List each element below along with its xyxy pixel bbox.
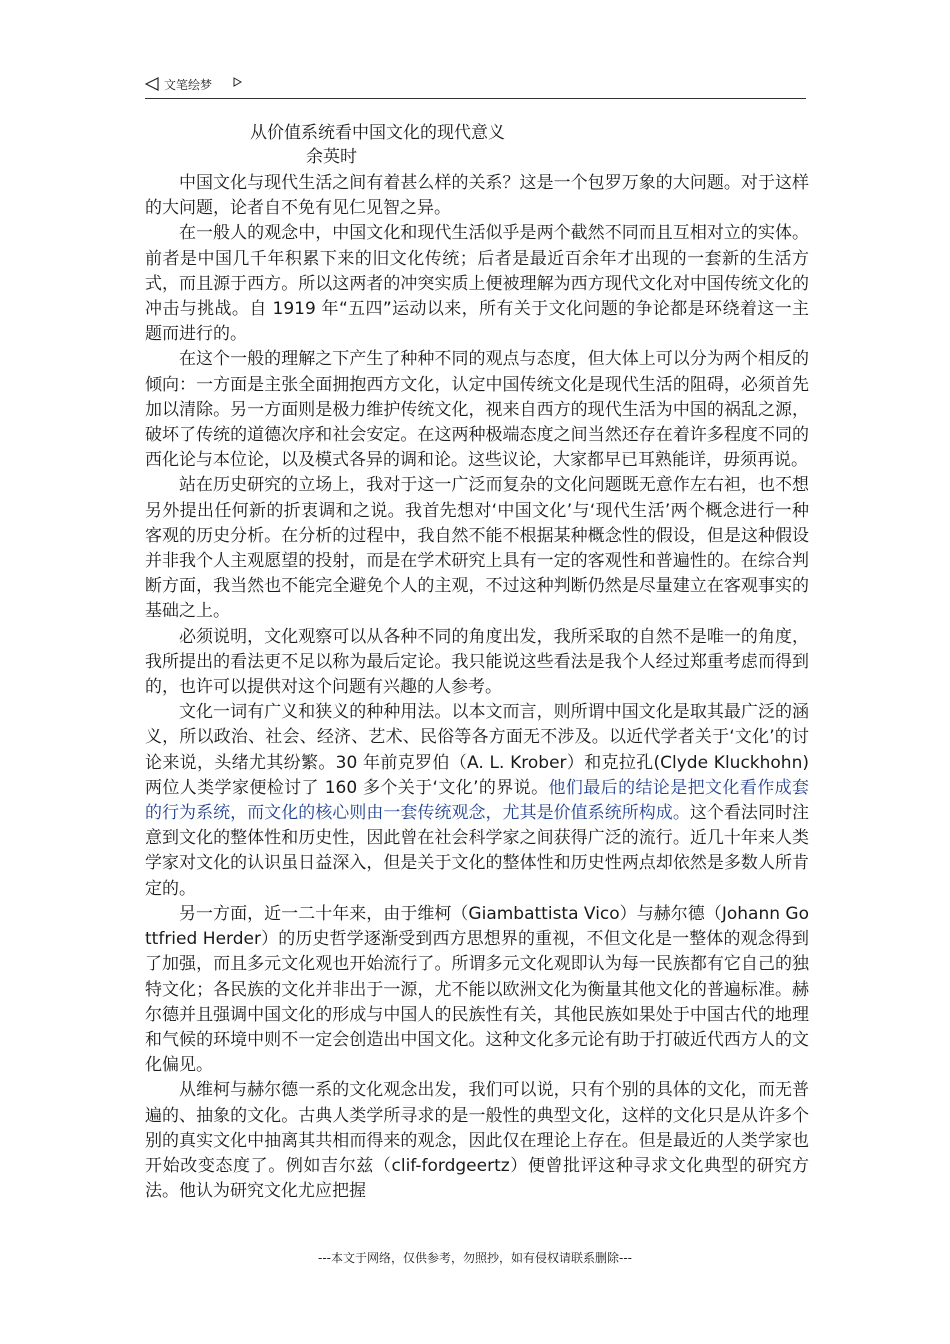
document-title: 从价值系统看中国文化的现代意义	[250, 123, 505, 143]
paragraph: 在一般人的观念中，中国文化和现代生活似乎是两个截然不同而且互相对立的实体。前者是中国几千年积累下来的旧文化传统；后者是最近百余年才出现的一套新的生活方式，而且源于西方。所以这两者的冲突实质上便被理解为西方现代文化对中国传统文化的冲击与挑战。自 1919 年“五四”运动以来，所有关于文化问题的争论都是环绕着这一主题而进行的。	[145, 223, 809, 345]
paragraph: 必须说明，文化观察可以从各种不同的角度出发，我所采取的自然不是唯一的角度，我所提出的看法更不足以称为最后定论。我只能说这些看法是我个人经过郑重考虑而得到的，也许可以提供对这个问题有兴趣的人参考。	[145, 626, 809, 698]
footer-note: ---本文于网络，仅供参考，勿照抄，如有侵权请联系删除---	[318, 1251, 632, 1265]
triangle-right-icon	[233, 77, 242, 87]
page-header	[145, 74, 806, 99]
paragraph-text: 这个看法同时注意到文化的整体性和历史性，因此曾在社会科学家之间获得广泛的流行。近几十年来人类学家对文化的认识虽日益深入，但是关于文化的整体性和历史性两点却依然是多数人所肯定的。	[145, 803, 810, 899]
paragraph: 站在历史研究的立场上，我对于这一广泛而复杂的文化问题既无意作左右袒，也不想另外提出任何新的折衷调和之说。我首先想对‘中国文化’与‘现代生活’两个概念进行一种客观的历史分析。在分析的过程中，我自然不能不根据某种概念性的假设，但是这种假设并非我个人主观愿望的投射，而是在学术研究上具有一定的客观性和普遍性的。在综合判断方面，我当然也不能完全避免个人的主观，不过这种判断仍然是尽量建立在客观事实的基础之上。	[145, 475, 809, 622]
brand-label: 文笔绘梦	[164, 78, 213, 92]
paragraph: 另一方面，近一二十年来，由于维柯（Giambattista Vico）与赫尔德（Johann Gottfried Herder）的历史哲学逐渐受到西方思想界的重视，不但文化是一整体的观念得到了加强，而且多元文化观也开始流行了。所谓多元文化观即认为每一民族都有它自己的独特文化；各民族的文化并非出于一源，尤不能以欧洲文化为衡量其他文化的普遍标准。赫尔德并且强调中国文化的形成与中国人的民族性有关，其他民族如果处于中国古代的地理和气候的环境中则不一定会创造出中国文化。这种文化多元论有助于打破近代西方人的文化偏见。	[145, 903, 809, 1076]
paragraph: 在这个一般的理解之下产生了种种不同的观点与态度，但大体上可以分为两个相反的倾向：一方面是主张全面拥抱西方文化，认定中国传统文化是现代生活的阻碍，必须首先加以清除。另一方面则是极力维护传统文化，视来自西方的现代生活为中国的祸乱之源，破坏了传统的道德次序和社会安定。在这两种极端态度之间当然还存在着许多程度不同的西化论与本位论，以及模式各异的调和论。这些议论，大家都早已耳熟能详，毋须再说。	[145, 349, 809, 471]
paragraph-text: 文化一词有广义和狭义的种种用法。以本文而言，则所谓中国文化是取其最广泛的涵义，所以政治、社会、经济、艺术、民俗等各方面无不涉及。以近代学者关于‘文化’的讨论来说，头绪尤其纷繁。30 年前克罗伯（A. L. Krober）和克拉孔(Clyde Kluckhohn)两位人类学家便检讨了 160 多个关于‘文化’的界说。	[145, 702, 809, 798]
highlighted-text: 他们最后的结论是把文化看作成套的行为系统，而文化的核心则由一套传统观念，尤其是价值系统所构成。	[145, 777, 810, 824]
paragraph: 中国文化与现代生活之间有着甚么样的关系？这是一个包罗万象的大问题。对于这样的大问题，论者自不免有见仁见智之异。	[145, 173, 809, 219]
document-author: 余英时	[306, 147, 357, 167]
paragraph	[145, 700, 809, 902]
triangle-left-icon	[145, 77, 159, 91]
document-body	[145, 171, 809, 1204]
paragraph: 从维柯与赫尔德一系的文化观念出发，我们可以说，只有个别的具体的文化，而无普遍的、抽象的文化。古典人类学所寻求的是一般性的典型文化，这样的文化只是从许多个别的真实文化中抽离其共相而得来的观念，因此仅在理论上存在。但是最近的人类学家也开始改变态度了。例如吉尔兹（clif-fordgeertz）便曾批评这种寻求文化典型的研究方法。他认为研究文化尤应把握	[145, 1080, 809, 1202]
